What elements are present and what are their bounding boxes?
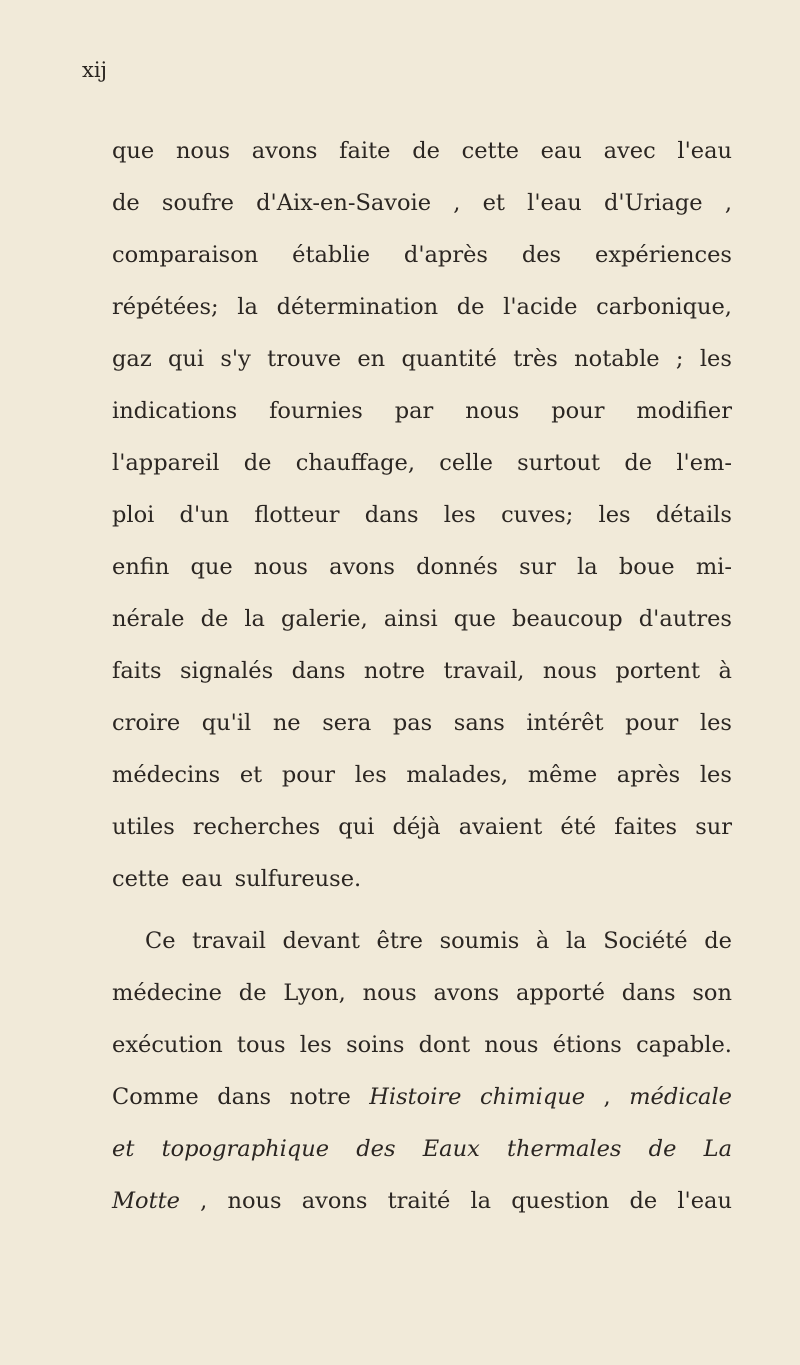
word: fournies — [269, 398, 363, 424]
word: l'appareil — [112, 450, 220, 476]
word: de — [648, 1136, 677, 1162]
word: galerie, — [281, 606, 368, 632]
word: cuves; — [501, 502, 574, 528]
word: avons — [329, 554, 395, 580]
word: pour — [551, 398, 605, 424]
word: les — [699, 762, 732, 788]
word: après — [616, 762, 681, 788]
paragraph — [112, 140, 732, 920]
word: qui — [338, 814, 375, 840]
text-line — [112, 1086, 732, 1138]
word: avons — [301, 1188, 368, 1214]
word: expériences — [595, 242, 732, 268]
word: quantité — [401, 346, 497, 372]
text-line — [112, 140, 732, 192]
word: indications — [112, 398, 238, 424]
word: soumis — [439, 928, 520, 954]
word: utiles — [112, 814, 175, 840]
word: dans — [217, 1084, 272, 1110]
word: flotteur — [254, 502, 340, 528]
word: avons — [433, 980, 500, 1006]
word: portent — [615, 658, 701, 684]
word: nous — [465, 398, 520, 424]
word: nous — [362, 980, 417, 1006]
word: médecine — [112, 980, 222, 1006]
word: nous — [227, 1188, 282, 1214]
word: travail — [192, 928, 266, 954]
word: dans — [291, 658, 346, 684]
word: ; — [675, 346, 684, 372]
word: qu'il — [201, 710, 252, 736]
word: dans — [621, 980, 676, 1006]
word: ainsi — [383, 606, 438, 632]
word: notre — [289, 1084, 351, 1110]
word: faite — [339, 138, 391, 164]
word: Motte — [112, 1188, 180, 1214]
word: sera — [322, 710, 372, 736]
word: d'Uriage — [603, 190, 703, 216]
word: détermination — [276, 294, 439, 320]
word: être — [376, 928, 423, 954]
word: beaucoup — [512, 606, 623, 632]
word: boue — [618, 554, 675, 580]
word: sulfureuse. — [234, 866, 362, 892]
word: , — [453, 190, 461, 216]
word: malades, — [406, 762, 509, 788]
word: médicale — [629, 1084, 732, 1110]
word: dont — [418, 1032, 471, 1058]
text-line — [112, 504, 732, 556]
word: celle — [439, 450, 493, 476]
word: des — [521, 242, 562, 268]
word: s'y — [220, 346, 251, 372]
word: à — [535, 928, 550, 954]
word: , — [200, 1188, 208, 1214]
word: notable — [574, 346, 660, 372]
word: ne — [272, 710, 301, 736]
word: modifier — [636, 398, 732, 424]
word: faits — [112, 658, 162, 684]
text-line — [112, 296, 732, 348]
word: gaz — [112, 346, 152, 372]
word: en — [357, 346, 386, 372]
word: que — [453, 606, 496, 632]
word: mi- — [695, 554, 732, 580]
word: La — [703, 1136, 732, 1162]
word: par — [394, 398, 434, 424]
word: croire — [112, 710, 181, 736]
word: l'eau — [527, 190, 582, 216]
word: chauffage, — [295, 450, 416, 476]
word: traité — [387, 1188, 451, 1214]
word: l'eau — [677, 1188, 732, 1214]
word: devant — [282, 928, 360, 954]
text-line — [112, 452, 732, 504]
word: les — [443, 502, 476, 528]
word: carbonique, — [596, 294, 732, 320]
word: et — [239, 762, 263, 788]
word: topographique — [161, 1136, 330, 1162]
text-line — [112, 868, 732, 920]
word: thermales — [507, 1136, 622, 1162]
word: cette — [112, 866, 170, 892]
word: chimique — [480, 1084, 586, 1110]
word: nous — [484, 1032, 539, 1058]
text-line — [112, 816, 732, 868]
word: surtout — [517, 450, 601, 476]
text-line — [112, 1034, 732, 1086]
word: , — [603, 1084, 611, 1110]
word: avons — [251, 138, 318, 164]
word: apporté — [516, 980, 605, 1006]
word: d'un — [179, 502, 230, 528]
word: de — [629, 1188, 658, 1214]
word: avaient — [458, 814, 543, 840]
word: de — [456, 294, 485, 320]
word: détails — [655, 502, 732, 528]
word: été — [560, 814, 597, 840]
text-line — [112, 556, 732, 608]
word: cette — [461, 138, 519, 164]
word: dans — [364, 502, 419, 528]
word: les — [354, 762, 387, 788]
word: la — [577, 554, 598, 580]
text-line — [112, 1138, 732, 1190]
word: Lyon, — [283, 980, 346, 1006]
word: Ce — [145, 928, 176, 954]
word: Eaux — [422, 1136, 480, 1162]
word: la — [565, 928, 587, 954]
word: l'acide — [503, 294, 578, 320]
word: eau — [540, 138, 582, 164]
word: l'eau — [677, 138, 732, 164]
word: exécution — [112, 1032, 223, 1058]
word: pour — [281, 762, 336, 788]
word: d'après — [403, 242, 488, 268]
text-line — [112, 930, 732, 982]
text-line — [112, 764, 732, 816]
word: faites — [614, 814, 678, 840]
word: nous — [175, 138, 231, 164]
word: comparaison — [112, 242, 259, 268]
word: que — [190, 554, 233, 580]
word: donnés — [416, 554, 498, 580]
word: sans — [453, 710, 505, 736]
word: les — [598, 502, 631, 528]
text-line — [112, 1190, 732, 1242]
word: de — [243, 450, 272, 476]
word: et — [112, 1136, 135, 1162]
word: nous — [253, 554, 308, 580]
word: de — [238, 980, 267, 1006]
word: établie — [292, 242, 371, 268]
text-line — [112, 348, 732, 400]
word: répétées; — [112, 294, 219, 320]
word: d'autres — [638, 606, 732, 632]
word: sur — [519, 554, 556, 580]
word: avec — [603, 138, 656, 164]
word: la — [237, 294, 258, 320]
word: qui — [167, 346, 205, 372]
word: les — [699, 710, 732, 736]
word: pour — [625, 710, 679, 736]
word: de — [112, 190, 140, 216]
word: médecins — [112, 762, 221, 788]
word: intérêt — [526, 710, 604, 736]
page-number: xij — [82, 58, 108, 82]
word: déjà — [392, 814, 441, 840]
text-line — [112, 400, 732, 452]
text-line — [112, 660, 732, 712]
word: d'Aix-en-Savoie — [256, 190, 432, 216]
word: , — [724, 190, 732, 216]
word: tous — [236, 1032, 286, 1058]
word: de — [624, 450, 653, 476]
word: et — [482, 190, 505, 216]
word: de — [412, 138, 440, 164]
word: la — [244, 606, 265, 632]
word: eau — [181, 866, 223, 892]
text-line — [112, 192, 732, 244]
word: ploi — [112, 502, 155, 528]
word: signalés — [180, 658, 274, 684]
word: question — [511, 1188, 610, 1214]
word: étions — [552, 1032, 622, 1058]
word: pas — [392, 710, 433, 736]
text-line — [112, 608, 732, 660]
word: la — [470, 1188, 492, 1214]
text-line — [112, 982, 732, 1034]
body-text — [112, 140, 732, 1242]
word: nous — [542, 658, 597, 684]
word: Histoire — [369, 1084, 462, 1110]
word: capable. — [636, 1032, 732, 1058]
word: très — [513, 346, 558, 372]
paragraph — [112, 930, 732, 1242]
word: recherches — [192, 814, 321, 840]
word: nérale — [112, 606, 185, 632]
word: que — [112, 138, 155, 164]
word: sur — [695, 814, 732, 840]
word: les — [299, 1032, 332, 1058]
word: Société — [603, 928, 688, 954]
word: même — [527, 762, 598, 788]
word: Comme — [112, 1084, 199, 1110]
word: soufre — [161, 190, 234, 216]
word: des — [356, 1136, 396, 1162]
word: les — [699, 346, 732, 372]
word: à — [718, 658, 732, 684]
word: l'em- — [676, 450, 732, 476]
word: enfin — [112, 554, 170, 580]
word: de — [200, 606, 229, 632]
text-line — [112, 244, 732, 296]
word: travail, — [443, 658, 525, 684]
word: soins — [346, 1032, 405, 1058]
word: notre — [363, 658, 426, 684]
text-line — [112, 712, 732, 764]
word: trouve — [267, 346, 342, 372]
word: de — [704, 928, 732, 954]
word: son — [692, 980, 732, 1006]
